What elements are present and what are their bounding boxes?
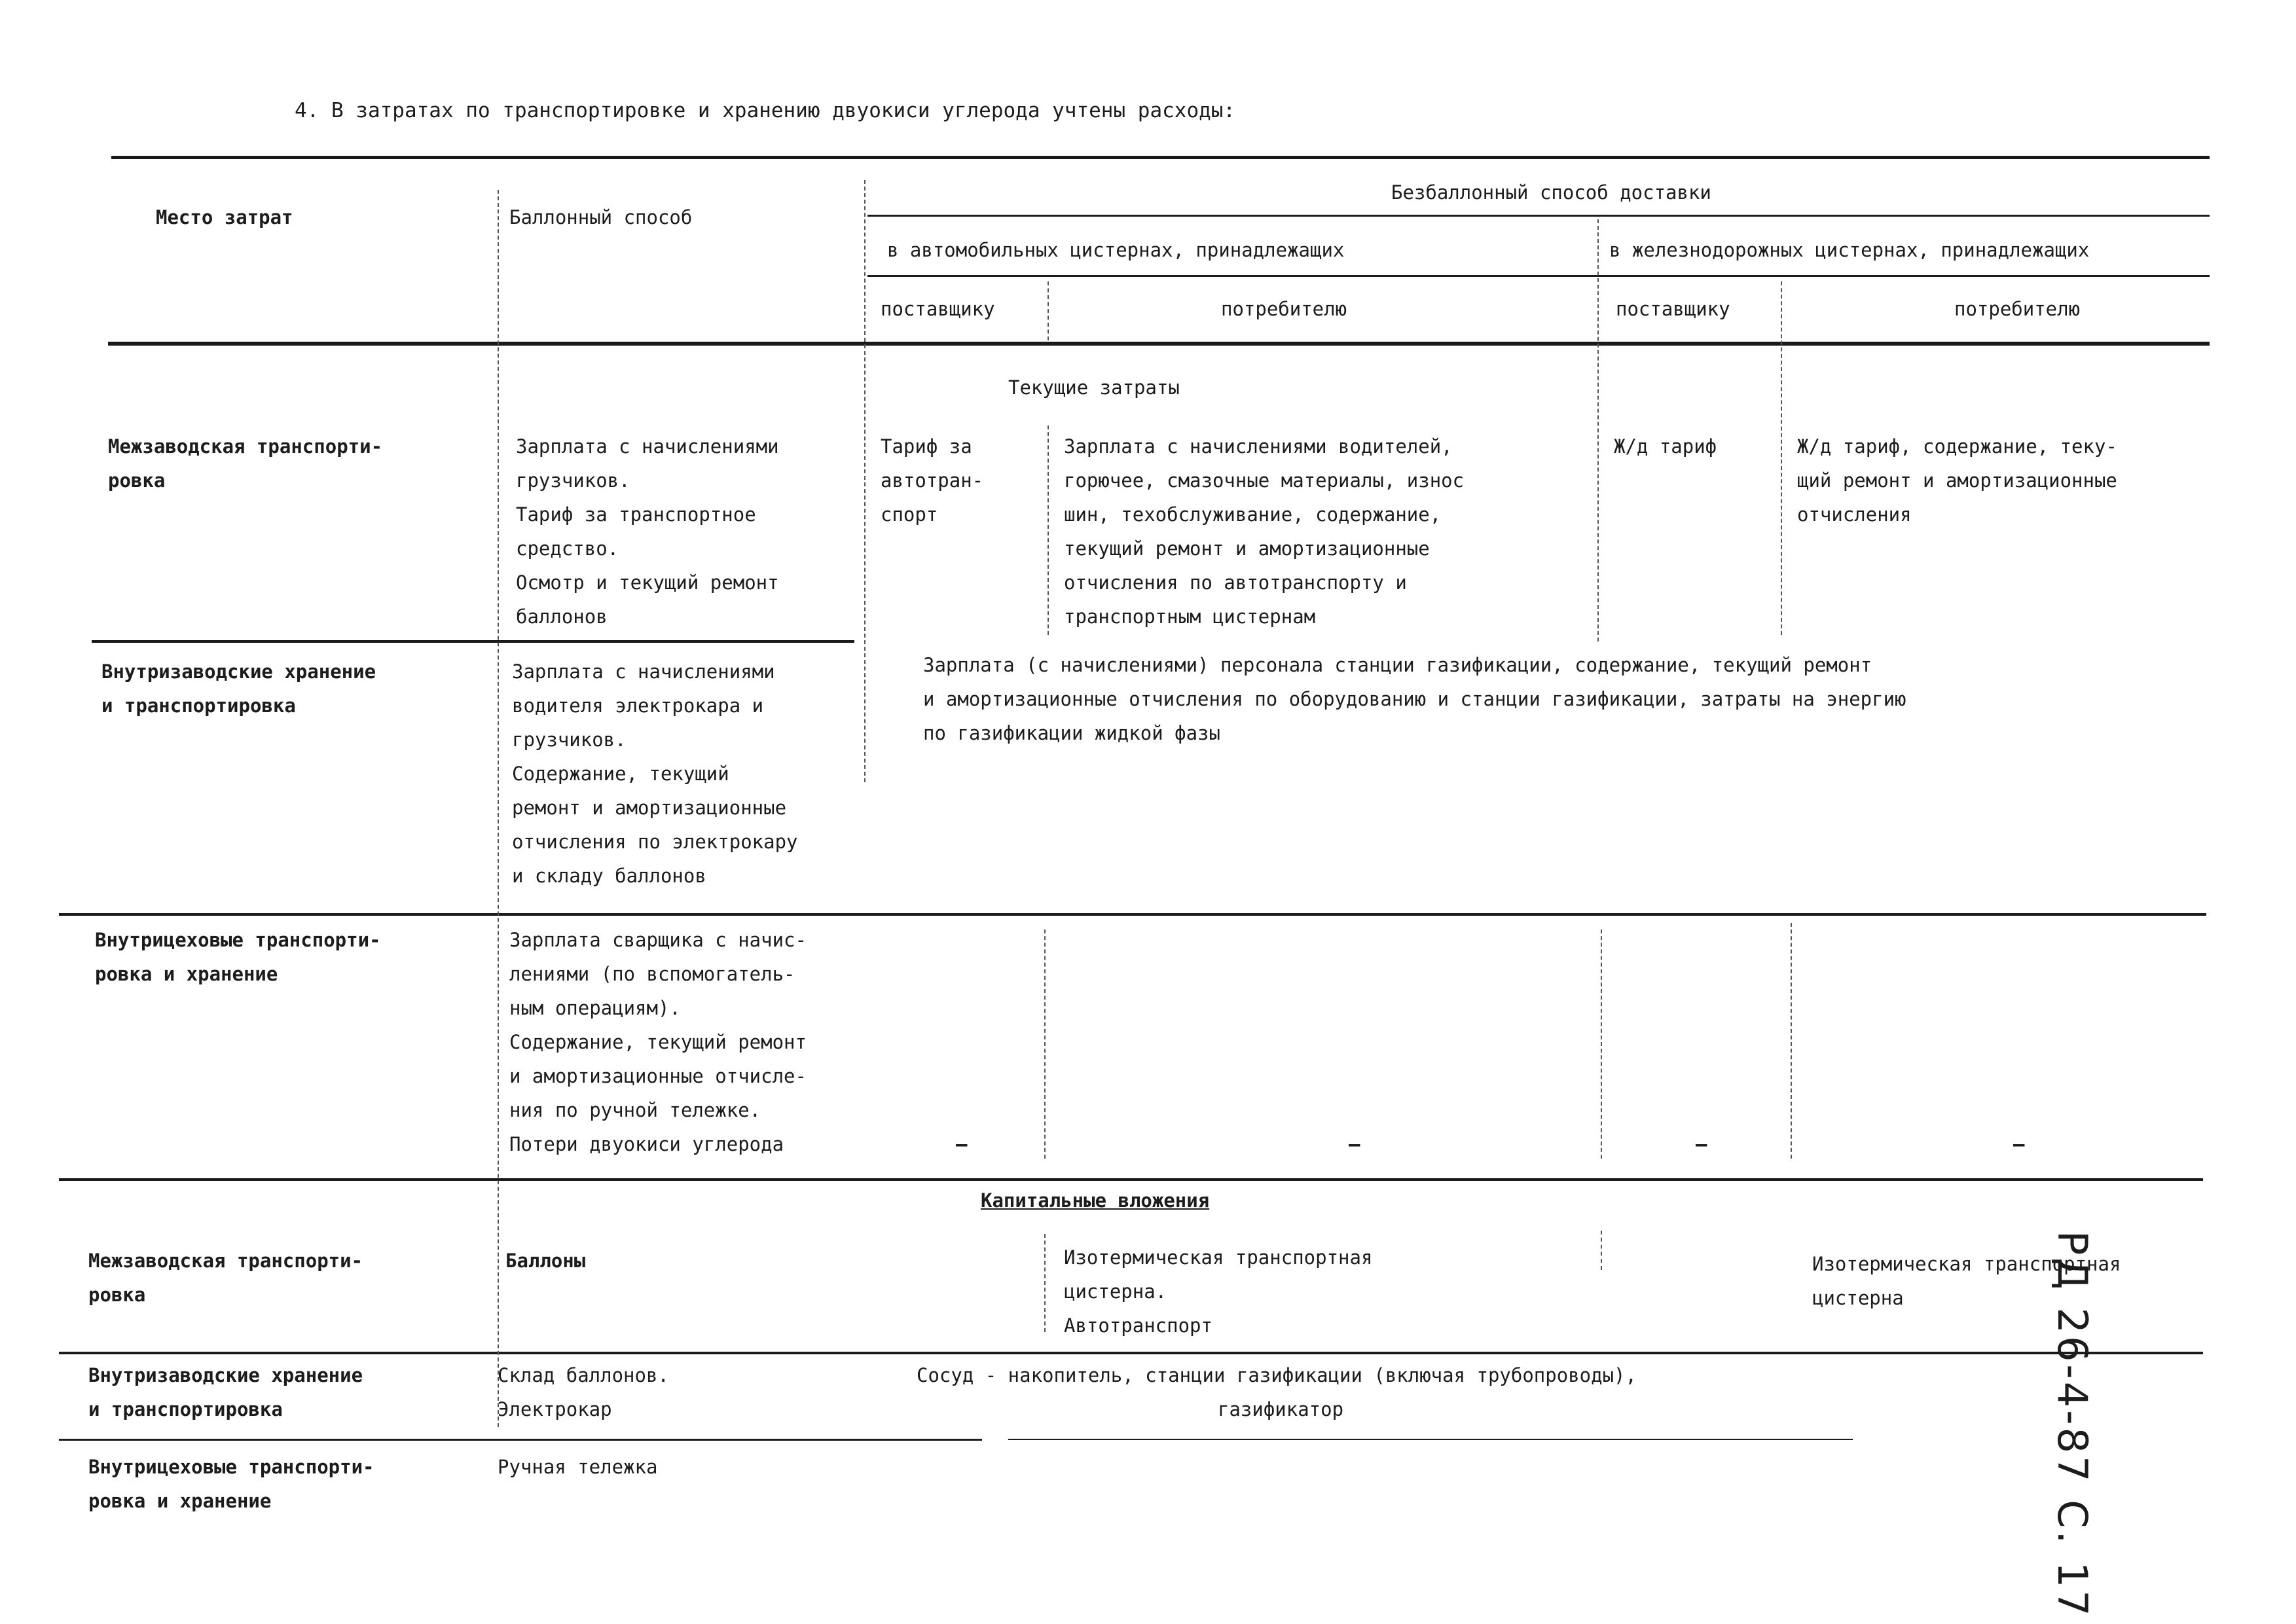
row3-bottom-rule [59,1178,2203,1181]
row4-bottom-rule [59,1352,2203,1354]
header-balloon: Баллонный способ [509,206,693,228]
row1-rail-supplier: Ж/д тариф [1614,435,1717,458]
row6-balloon: Ручная тележка [498,1456,658,1478]
header-rail-supplier: поставщику [1616,298,1730,320]
row4-balloon: Баллоны [505,1250,586,1272]
group-separator [1597,219,1599,641]
header-rail-consumer: потребителю [1954,298,2081,320]
rail-sup-separator [1781,281,1782,635]
group-underline [867,215,2210,217]
header-auto-group: в автомобильных цистернах, принадлежащих [887,239,1345,261]
header-auto-consumer: потребителю [1221,298,1347,320]
row2-bottom-rule [59,913,2206,916]
r3-sep-a [1044,929,1046,1159]
row5-bottom-rule [59,1439,982,1441]
header-auto-supplier: поставщику [881,298,995,320]
row5-bottom-rule-right [1008,1439,1853,1440]
document-code: РД 26-4-87 С. 17 [2049,1231,2096,1619]
col2-separator [864,180,866,782]
row3-dash-auto-consumer: – [1349,1133,1360,1155]
col1-separator [498,190,499,1427]
r3-sep-b [1601,929,1602,1159]
row3-dash-rail-supplier: – [1696,1133,1707,1155]
r3-sep-c [1791,923,1792,1159]
r4-sep-a [1044,1234,1046,1332]
intro-text: 4. В затратах по транспортировке и хранению двуокиси углерода учтены расходы: [295,99,1236,122]
row3-dash-rail-consumer: – [2013,1133,2025,1155]
header-rail-group: в железнодорожных цистернах, принадлежащих [1609,239,2090,261]
section-capital: Капитальные вложения [981,1189,1210,1212]
header-bulk-group: Безбаллонный способ доставки [1391,181,1711,204]
table-top-rule [111,156,2210,159]
subgroup-underline [867,275,2210,277]
auto-sup-separator [1048,281,1049,340]
auto-sup-separator-body [1048,425,1049,635]
section-current: Текущие затраты [1008,376,1180,399]
row3-dash-auto-supplier: – [956,1133,968,1155]
r4-sep-b [1601,1231,1602,1270]
header-place: Место затрат [156,206,293,228]
header-bottom-rule [108,342,2210,346]
row1-bottom-rule [92,640,854,643]
